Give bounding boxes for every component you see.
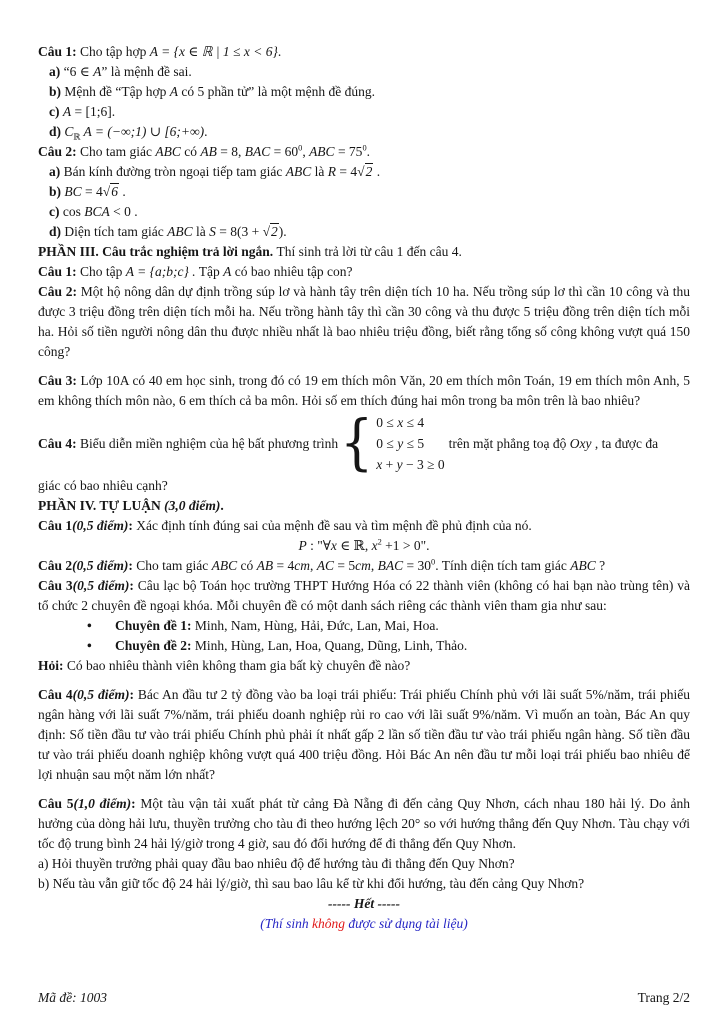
end-marker [38, 894, 690, 914]
page-number: Trang 2/2 [637, 990, 690, 1005]
text-segment: Xác định tính đúng sai của mệnh đề sau và tìm mệnh đề phủ định của nó. [136, 518, 532, 533]
text-segment: x [330, 538, 337, 553]
part4-q3-question [38, 656, 690, 676]
text-segment: = [1;6]. [71, 104, 116, 119]
text-segment: S [209, 224, 216, 239]
text-segment: ). [278, 224, 287, 239]
text-segment: Một tàu vận tải xuất phát từ cảng Đà Nẵng đi đến cảng Quy Nhơn, cách nhau 180 hải lý. Do ảnh hưởng của dòng hải lưu, thuyền trưởng cho tàu đi theo hướng lệch 20° so với hướng thẳng đến Quy Nhơn. Tàu chạy với tốc độ trung bình 24 hải lý/giờ trong 4 giờ, sau đó đổi hướng để đi thẳng đến Quy Nhơn. [38, 796, 690, 851]
text-segment: cm [294, 558, 310, 573]
text-segment: là [311, 164, 328, 179]
text-segment: Thí sinh trả lời từ câu 1 đến câu 4. [276, 244, 462, 259]
text-segment: PHẦN IV. TỰ LUẬN [38, 498, 165, 513]
text-segment: : [128, 558, 137, 573]
text-segment: Câu 1: [38, 264, 81, 279]
text-segment: = 8(3 + [215, 224, 263, 239]
text-segment: Chuyên đề 1: [115, 618, 195, 633]
text-segment: Câu 1 [38, 518, 73, 533]
text-segment: BAC [244, 144, 271, 159]
text-segment: ABC [570, 558, 596, 573]
text-segment: 0 [298, 143, 303, 153]
part4-q5-part-b [38, 874, 690, 894]
text-segment: A [169, 84, 178, 99]
text-segment: d) [49, 124, 65, 139]
part3-q1 [38, 262, 690, 282]
text-segment: 0 [431, 557, 436, 567]
text-segment: A [223, 264, 232, 279]
part4-heading [38, 496, 690, 516]
text-segment: (3,0 điểm) [164, 498, 221, 513]
text-segment: d) [49, 224, 65, 239]
text-segment: , ta được đa [591, 435, 659, 451]
part4-q1 [38, 516, 690, 536]
text-segment: A [62, 104, 72, 119]
text-segment: có bao nhiêu tập con? [231, 264, 353, 279]
text-segment: : "∀ [306, 538, 331, 553]
part4-q1-statement [38, 536, 690, 556]
text-segment: . [277, 44, 282, 59]
part2-q2-option-c [38, 202, 690, 222]
text-segment: có [180, 144, 201, 159]
sqrt-expression: √6 [102, 184, 118, 199]
text-segment: ABC [155, 144, 181, 159]
text-segment: là [192, 224, 210, 239]
text-segment: Lớp 10A có 40 em học sinh, trong đó có 19 em thích môn Văn, 20 em thích môn Toán, 19 em thích môn Anh, 5 em không thích môn nào, 6 em thích cả ba môn. Hỏi số em thích đúng hai môn trong ba môn trên là bao nhiêu? [38, 373, 690, 408]
text-segment: BC [64, 184, 82, 199]
text-segment: b) [49, 184, 65, 199]
text-segment: = 75 [334, 144, 363, 159]
radicand: 6 [111, 184, 118, 199]
text-segment: Minh, Hùng, Lan, Hoa, Quang, Dũng, Linh, Thảo. [194, 638, 468, 653]
part3-q4-continuation [38, 476, 690, 496]
text-segment: A = {x ∈ ℝ | 1 ≤ x < 6} [149, 44, 278, 59]
text-segment: “6 ∈ [63, 64, 94, 79]
text-segment: A [93, 64, 102, 79]
text-segment: Một hộ nông dân dự định trồng súp lơ và hành tây trên diện tích 10 ha. Nếu trồng súp lơ thì cần 10 công và thu được 3 triệu đồng trên diện tích mỗi ha. Nếu trồng hành tây thì cần 30 công và thu được 5 triệu đồng trên diện tích mỗi ha. Hỏi số tiền người nông dân thu được nhiều nhất là bao nhiêu triệu đồng, biết rằng tổng số công không vượt quá 150 công? [38, 284, 690, 359]
text-segment: : [129, 578, 138, 593]
part3-q4 [38, 408, 690, 478]
curly-brace-icon: { [340, 408, 374, 478]
text-segment: c) [49, 204, 63, 219]
text-segment: ----- Hết ----- [328, 896, 400, 911]
text-segment: Mệnh đề “Tập hợp [64, 84, 170, 99]
text-segment: Diện tích tam giác [64, 224, 168, 239]
text-segment: = 4 [81, 184, 103, 199]
text-segment: Câu 1: [38, 44, 81, 59]
text-segment: Bác An đầu tư 2 tỷ đồng vào ba loại trái phiếu: Trái phiếu Chính phủ với lãi suất 5%/năm, trái phiếu ngân hàng với lãi suất 7%/năm, trái phiếu doanh nghiệp rủi ro cao với lãi suất 9%/năm. Vì muốn an toàn, Bác An quy định: Số tiền đầu tư vào trái phiếu Chính phủ phải ít nhất gấp 2 lần số tiền đầu tư vào trái phiếu ngân hàng. Số tiền đầu tư vào trái phiếu doanh nghiệp không vượt quá 400 triệu đồng. Hỏi Bác An nên đầu tư mỗi loại trái phiếu bao nhiêu để lợi nhuận sau một năm lớn nhất? [38, 687, 690, 782]
text-segment: (0,5 điểm) [72, 578, 130, 593]
text-segment: < 0 . [109, 204, 138, 219]
text-segment: y [397, 436, 404, 451]
part2-q1-stem [38, 42, 690, 62]
text-segment: ≤ 4 [403, 415, 425, 430]
text-segment: BCA [84, 204, 110, 219]
text-segment: Câu 2: [38, 144, 81, 159]
text-segment: ABC [309, 144, 335, 159]
text-segment: Cho tam giác [80, 144, 156, 159]
part4-q3 [38, 576, 690, 616]
text-segment: có 5 phần tử” là một mệnh đề đúng. [178, 84, 376, 99]
part3-q2 [38, 282, 690, 362]
text-segment: giác có bao nhiêu cạnh? [38, 478, 168, 493]
text-segment: Câu 2: [38, 284, 81, 299]
part4-q3-list-item-1 [38, 616, 690, 636]
text-segment: ≤ 5 [403, 436, 425, 451]
part2-q2-option-a [38, 162, 690, 182]
text-segment: x [397, 415, 404, 430]
text-segment: = 8, [216, 144, 245, 159]
text-segment: = 60 [270, 144, 299, 159]
text-segment: . [366, 144, 370, 159]
text-segment: a) Hỏi thuyền trưởng phải quay đầu bao nhiêu độ để hướng tàu đi thẳng đến Quy Nhơn? [38, 856, 515, 871]
text-segment: , [302, 144, 310, 159]
text-segment: Biểu diễn miền nghiệm của hệ bất phương trình [80, 435, 339, 451]
text-segment: Chuyên đề 2: [115, 638, 195, 653]
text-segment: 0 ≤ [376, 436, 398, 451]
text-segment: không [311, 916, 345, 931]
part2-q1-option-a [38, 62, 690, 82]
text-segment: Oxy [569, 435, 592, 451]
text-segment: Cho tam giác [136, 558, 212, 573]
system-lead-text [38, 434, 338, 454]
text-segment: : [129, 687, 138, 702]
text-segment: Cho tập [80, 264, 126, 279]
text-segment: (0,5 điểm) [72, 687, 130, 702]
text-segment: b) Nếu tàu vẫn giữ tốc độ 24 hải lý/giờ, thì sau bao lâu kể từ khi đổi hướng, tàu đến cảng Quy Nhơn? [38, 876, 585, 891]
part2-q1-option-b [38, 82, 690, 102]
radicand: 2 [271, 224, 278, 239]
exam-code: Mã đề: 1003 [38, 990, 107, 1005]
system-trailing-text [445, 434, 690, 454]
text-segment: cm [355, 558, 371, 573]
text-segment: Có bao nhiêu thành viên không tham gia bất kỳ chuyên đề nào? [66, 658, 411, 673]
text-segment: = 5 [334, 558, 356, 573]
text-segment: x [376, 457, 383, 472]
text-segment: Câu 4: [38, 435, 81, 451]
text-segment: AB [256, 558, 274, 573]
text-segment: y [396, 457, 403, 472]
part4-q5-part-a [38, 854, 690, 874]
text-segment: C [64, 124, 74, 139]
text-segment: − 3 ≥ 0 [402, 457, 445, 472]
text-segment: (0,5 điểm) [72, 558, 129, 573]
text-segment: cos [62, 204, 85, 219]
spacer [38, 785, 690, 794]
sqrt-expression: √2 [262, 224, 278, 239]
part2-q2-option-b [38, 182, 690, 202]
inequality-system [376, 412, 444, 475]
part2-q1-option-d [38, 122, 690, 142]
text-segment: : [128, 518, 137, 533]
text-segment: + [382, 457, 397, 472]
text-segment: được sử dụng tài liệu) [344, 916, 468, 931]
text-segment: Minh, Nam, Hùng, Hải, Đức, Lan, Mai, Hoa. [194, 618, 439, 633]
part4-q2 [38, 556, 690, 576]
part3-heading [38, 242, 690, 262]
part4-q3-list-item-2 [38, 636, 690, 656]
text-segment: PHẦN III. Câu trắc nghiệm trả lời ngắn. [38, 244, 277, 259]
text-segment: A = (−∞;1) ∪ [6;+∞) [80, 124, 205, 139]
text-segment: . [118, 184, 126, 199]
spacer [38, 676, 690, 685]
text-segment: a) [49, 64, 64, 79]
text-segment: ” là mệnh đề sai. [101, 64, 192, 79]
spacer [38, 362, 690, 371]
text-segment: ABC [285, 164, 312, 179]
text-segment: x [371, 538, 378, 553]
part2-q1-option-c [38, 102, 690, 122]
inequality-row [376, 433, 444, 454]
text-segment: = 4 [336, 164, 358, 179]
text-segment: (1,0 điểm) [73, 796, 132, 811]
text-segment: AB [200, 144, 217, 159]
text-segment: 0 ≤ [376, 415, 398, 430]
sqrt-expression: √2 [357, 164, 373, 179]
document-body [38, 42, 690, 934]
text-segment: (Thí sinh [260, 916, 312, 931]
text-segment: c) [49, 104, 63, 119]
text-segment: R [327, 164, 337, 179]
text-segment: ABC [167, 224, 193, 239]
text-segment: : [131, 796, 141, 811]
inequality-row [376, 412, 444, 433]
text-segment: , [370, 558, 378, 573]
text-segment: Câu 3 [38, 578, 73, 593]
text-segment: ∈ ℝ, [336, 538, 372, 553]
text-segment: = 4 [273, 558, 295, 573]
text-segment: có [237, 558, 257, 573]
part2-q2-option-d [38, 222, 690, 242]
text-segment: . [373, 164, 381, 179]
text-segment: Tập [195, 264, 224, 279]
page-footer [38, 988, 690, 1008]
text-segment: AC [316, 558, 335, 573]
part4-q5 [38, 794, 690, 854]
text-segment: trên mặt phẳng toạ độ [448, 435, 570, 451]
text-segment: Câu 5 [38, 796, 74, 811]
text-segment: = 30 [403, 558, 432, 573]
text-segment: Câu 4 [38, 687, 73, 702]
text-segment: 2 [377, 537, 382, 547]
text-segment: A = {a;b;c} . [125, 264, 196, 279]
text-segment: 0 [362, 143, 367, 153]
text-segment: Bán kính đường tròn ngoại tiếp tam giác [63, 164, 286, 179]
text-segment: a) [49, 164, 64, 179]
text-segment: . [204, 124, 208, 139]
no-materials-notice [38, 914, 690, 934]
text-segment: P [298, 538, 307, 553]
part2-q2-stem [38, 142, 690, 162]
text-segment: Hỏi: [38, 658, 67, 673]
text-segment: ℝ [73, 132, 81, 142]
text-segment: Câu 3: [38, 373, 81, 388]
text-segment: +1 > 0". [381, 538, 430, 553]
text-segment: . Tính diện tích tam giác [435, 558, 571, 573]
text-segment: ? [595, 558, 606, 573]
part3-q3 [38, 371, 690, 411]
text-segment: , [310, 558, 317, 573]
part4-q4 [38, 685, 690, 785]
text-segment: (0,5 điểm) [72, 518, 129, 533]
text-segment: b) [49, 84, 65, 99]
inequality-row [376, 454, 444, 475]
text-segment: . [220, 498, 224, 513]
text-segment: Câu 2 [38, 558, 73, 573]
text-segment: ABC [211, 558, 238, 573]
text-segment: Câu lạc bộ Toán học trường THPT Hướng Hóa có 22 thành viên (không có hai bạn nào trùng tên) và tổ chức 2 chuyên đề ngoại khóa. Mỗi chuyên đề có một danh sách riêng các thành viên tham gia như sau: [38, 578, 690, 613]
text-segment: BAC [377, 558, 404, 573]
radicand: 2 [365, 164, 373, 179]
text-segment: Cho tập hợp [80, 44, 150, 59]
